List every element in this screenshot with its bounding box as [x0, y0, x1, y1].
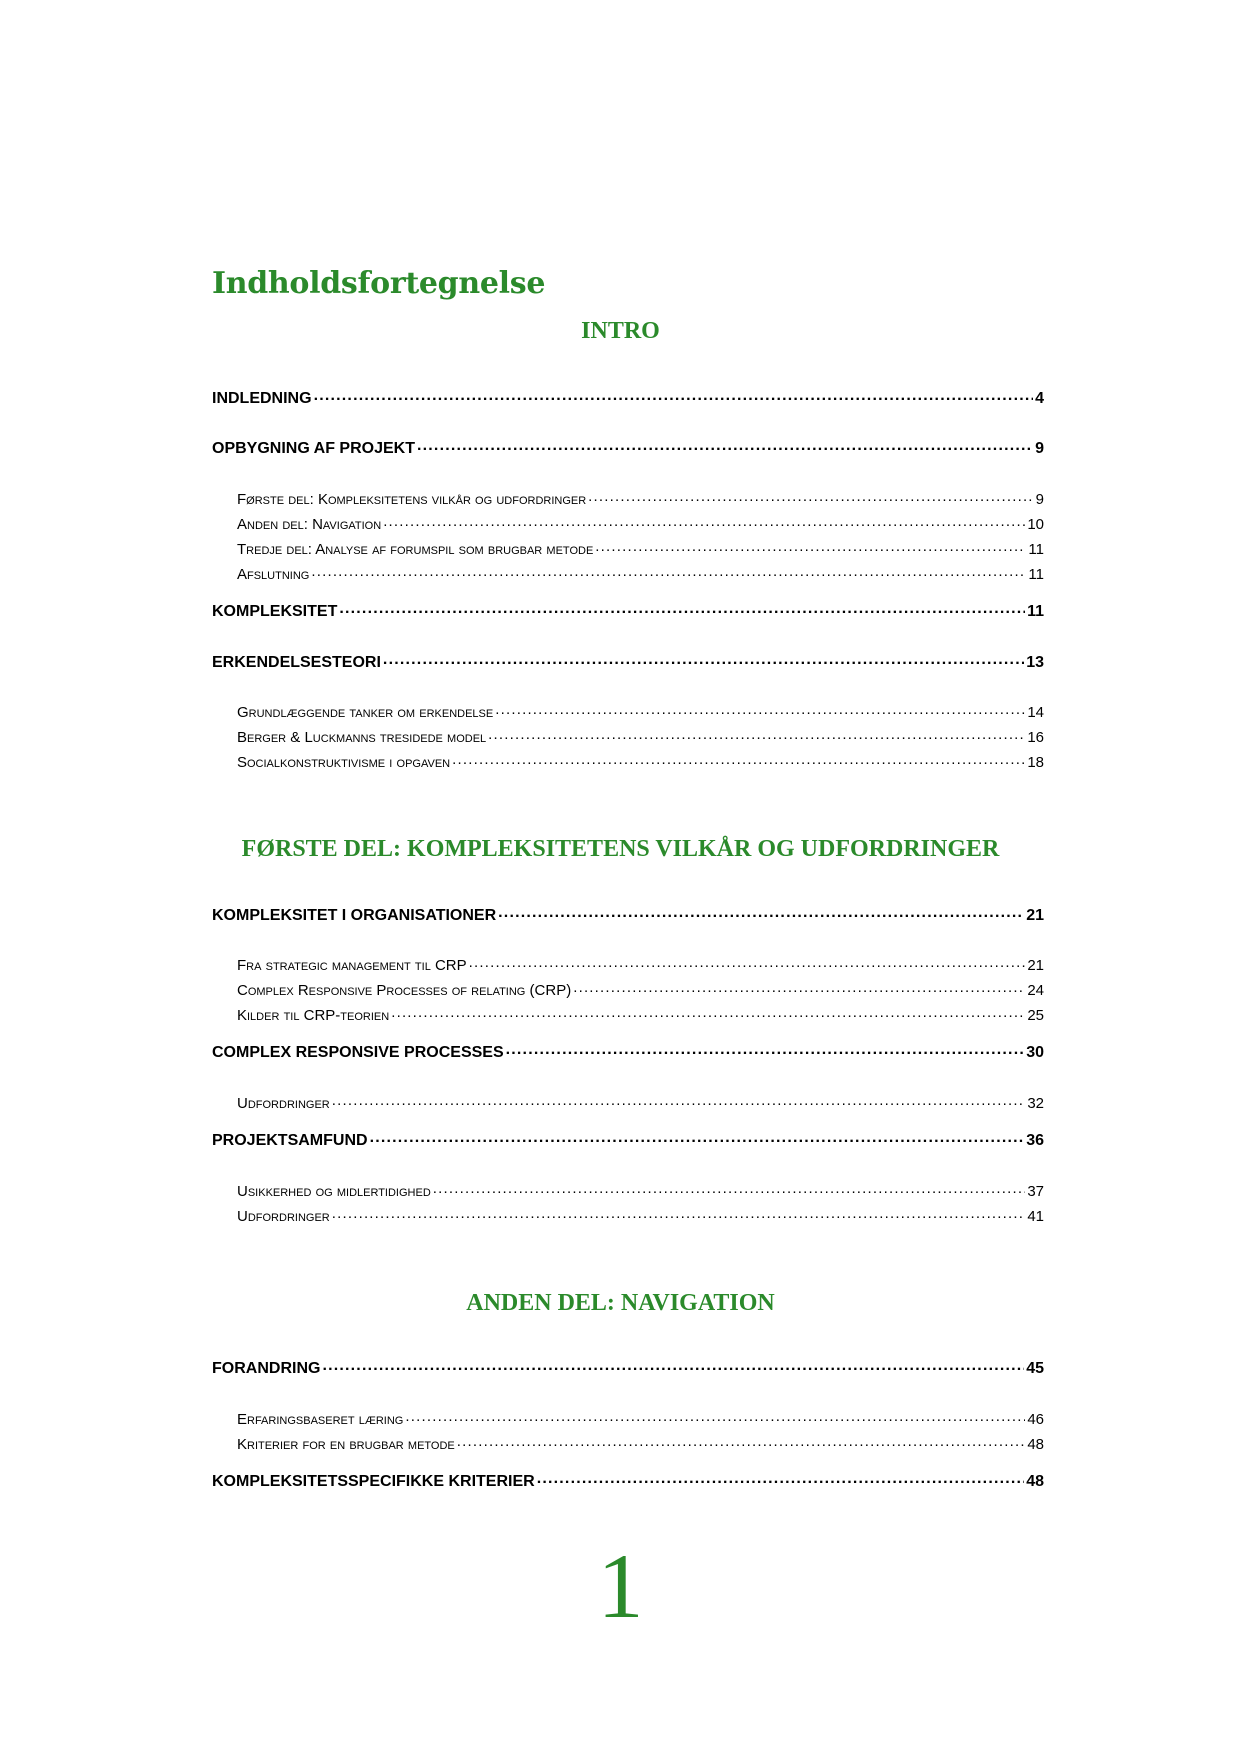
toc-entry-opbygning[interactable] [212, 440, 1044, 458]
dot-leader [332, 1092, 1026, 1107]
toc-entry-page: 18 [1027, 754, 1044, 771]
toc-subentry-kilder-crp[interactable] [237, 1007, 1044, 1024]
toc-entry-page: 37 [1027, 1183, 1044, 1200]
toc-entry-erkendelsesteori[interactable] [212, 654, 1044, 672]
dot-leader [495, 701, 1025, 716]
toc-entry-label: INDLEDNING [212, 390, 312, 407]
toc-entry-label: Kilder til CRP-teorien [237, 1007, 390, 1024]
toc-entry-page: 48 [1027, 1436, 1044, 1453]
dot-leader [322, 1357, 1024, 1373]
toc-entry-label: Anden del: Navigation [237, 516, 382, 533]
toc-subentry-udfordringer-2[interactable] [237, 1208, 1044, 1225]
toc-entry-label: Complex Responsive Processes of relating (CRP) [237, 982, 572, 999]
toc-entry-label: ERKENDELSESTEORI [212, 654, 381, 671]
page-title: Indholdsfortegnelse [212, 266, 546, 301]
toc-entry-indledning[interactable] [212, 390, 1044, 408]
toc-subentry-strategic-management[interactable] [237, 957, 1044, 974]
dot-leader [588, 488, 1033, 503]
toc-entry-page: 46 [1027, 1411, 1044, 1428]
dot-leader [488, 726, 1025, 741]
toc-entry-label: Udfordringer [237, 1095, 330, 1112]
toc-subentry-grundlaeggende[interactable] [237, 704, 1044, 721]
toc-entry-page: 36 [1026, 1132, 1044, 1149]
dot-leader [311, 563, 1026, 578]
dot-leader [339, 600, 1025, 616]
toc-entry-page: 30 [1026, 1044, 1044, 1061]
toc-entry-label: Erfaringsbaseret læring [237, 1411, 404, 1428]
toc-subentry-anden-del[interactable] [237, 516, 1044, 533]
dot-leader [405, 1408, 1025, 1423]
toc-entry-page: 11 [1028, 566, 1044, 583]
toc-entry-page: 16 [1027, 729, 1044, 746]
toc-entry-page: 14 [1027, 704, 1044, 721]
dot-leader [595, 538, 1026, 553]
toc-entry-label: Udfordringer [237, 1208, 330, 1225]
toc-entry-label: Kriterier for en brugbar metode [237, 1436, 455, 1453]
toc-entry-page: 21 [1026, 907, 1044, 924]
toc-entry-page: 24 [1027, 982, 1044, 999]
dot-leader [457, 1433, 1026, 1448]
toc-entry-label: OPBYGNING AF PROJEKT [212, 440, 415, 457]
toc-subentry-udfordringer[interactable] [237, 1095, 1044, 1112]
toc-entry-page: 41 [1027, 1208, 1044, 1225]
toc-entry-page: 9 [1035, 440, 1044, 457]
toc-entry-page: 10 [1027, 516, 1044, 533]
toc-entry-label: Usikkerhed og midlertidighed [237, 1183, 431, 1200]
toc-entry-page: 32 [1027, 1095, 1044, 1112]
toc-entry-complex-responsive-processes[interactable] [212, 1044, 1044, 1062]
toc-entry-label: PROJEKTSAMFUND [212, 1132, 368, 1149]
toc-entry-page: 45 [1026, 1360, 1044, 1377]
toc-entry-page: 9 [1035, 491, 1044, 508]
dot-leader [506, 1041, 1025, 1057]
dot-leader [417, 437, 1033, 453]
dot-leader [433, 1180, 1026, 1195]
toc-entry-label: COMPLEX RESPONSIVE PROCESSES [212, 1044, 504, 1061]
toc-entry-kompleksitet[interactable] [212, 603, 1044, 621]
toc-entry-label: Socialkonstruktivisme i opgaven [237, 754, 451, 771]
toc-entry-label: Grundlæggende tanker om erkendelse [237, 704, 494, 721]
toc-subentry-kriterier[interactable] [237, 1436, 1044, 1453]
dot-leader [469, 954, 1026, 969]
dot-leader [537, 1470, 1025, 1486]
toc-subentry-erfaringsbaseret[interactable] [237, 1411, 1044, 1428]
toc-entry-page: 25 [1027, 1007, 1044, 1024]
dot-leader [391, 1004, 1025, 1019]
dot-leader [332, 1205, 1026, 1220]
dot-leader [383, 513, 1025, 528]
toc-subentry-afslutning[interactable] [237, 566, 1044, 583]
toc-entry-page: 21 [1027, 957, 1044, 974]
dot-leader [498, 904, 1024, 920]
toc-subentry-socialkonstruktivisme[interactable] [237, 754, 1044, 771]
toc-entry-page: 48 [1026, 1473, 1044, 1490]
toc-entry-kompleksitet-i-organisationer[interactable] [212, 907, 1044, 925]
toc-subentry-tredje-del[interactable] [237, 541, 1044, 558]
dot-leader [452, 751, 1025, 766]
toc-entry-label: Tredje del: Analyse af forumspil som brugbar metode [237, 541, 594, 558]
toc-entry-label: Berger & Luckmanns tresidede model [237, 729, 487, 746]
toc-entry-label: Fra strategic management til CRP [237, 957, 467, 974]
section-heading-intro: INTRO [581, 318, 660, 344]
page-number: 1 [597, 1535, 644, 1637]
toc-entry-label: KOMPLEKSITET [212, 603, 338, 620]
toc-entry-page: 11 [1028, 541, 1044, 558]
dot-leader [383, 651, 1024, 667]
toc-subentry-crp[interactable] [237, 982, 1044, 999]
section-heading-foerste-del: FØRSTE DEL: KOMPLEKSITETENS VILKÅR OG UDFORDRINGER [241, 836, 1000, 862]
toc-entry-label: FORANDRING [212, 1360, 321, 1377]
toc-subentry-berger-luckmann[interactable] [237, 729, 1044, 746]
toc-entry-page: 4 [1035, 390, 1044, 407]
toc-entry-kompleksitetsspecifikke[interactable] [212, 1473, 1044, 1491]
dot-leader [370, 1129, 1025, 1145]
toc-entry-label: KOMPLEKSITETSSPECIFIKKE KRITERIER [212, 1473, 535, 1490]
toc-entry-page: 11 [1027, 603, 1044, 620]
toc-entry-label: Første del: Kompleksitetens vilkår og udfordringer [237, 491, 587, 508]
toc-entry-label: KOMPLEKSITET I ORGANISATIONER [212, 907, 497, 924]
dot-leader [573, 979, 1025, 994]
dot-leader [314, 387, 1034, 403]
section-heading-anden-del: ANDEN DEL: NAVIGATION [466, 1290, 775, 1316]
toc-subentry-foerste-del[interactable] [237, 491, 1044, 508]
toc-entry-forandring[interactable] [212, 1360, 1044, 1378]
toc-entry-projektsamfund[interactable] [212, 1132, 1044, 1150]
toc-subentry-usikkerhed[interactable] [237, 1183, 1044, 1200]
toc-entry-label: Afslutning [237, 566, 310, 583]
toc-entry-page: 13 [1026, 654, 1044, 671]
